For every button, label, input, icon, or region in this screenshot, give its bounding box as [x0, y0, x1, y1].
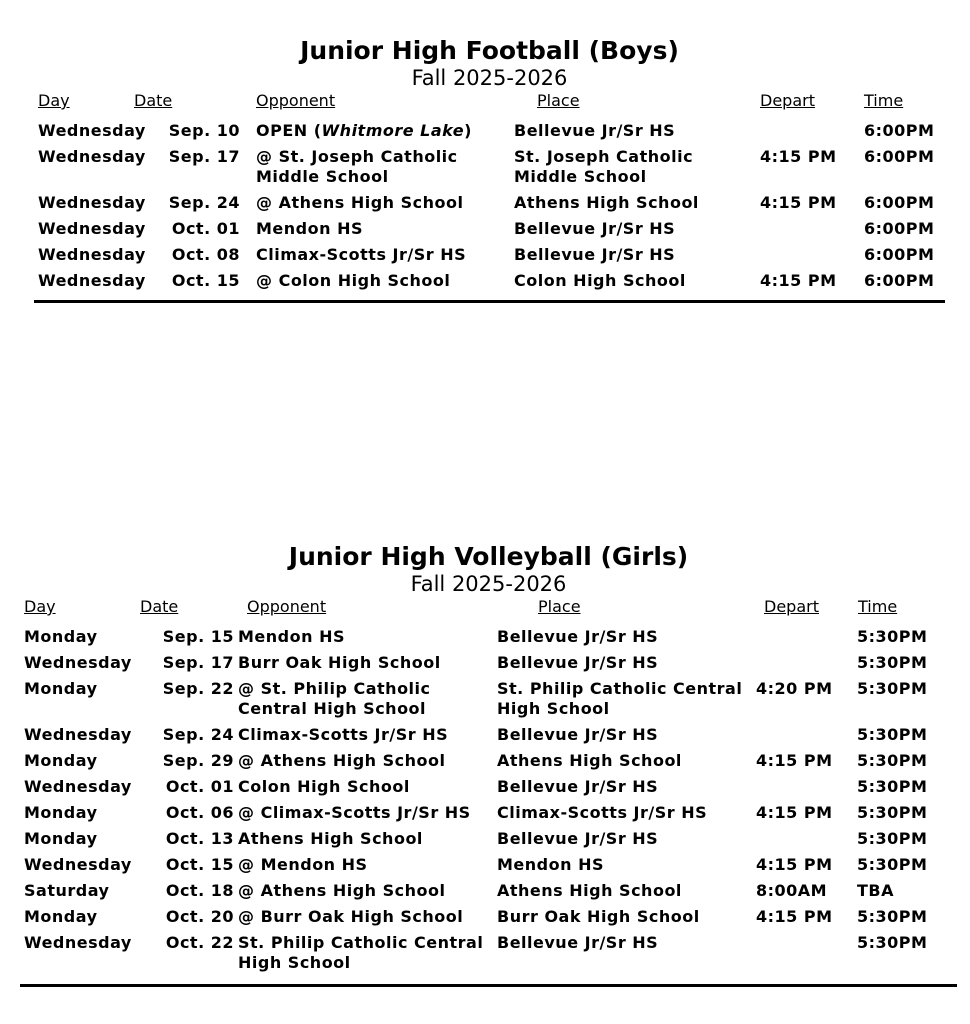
cell-time: 6:00PM — [864, 121, 935, 140]
cell-day: Monday — [24, 679, 98, 698]
cell-opponent: @ Colon High School — [256, 271, 451, 290]
cell-depart: 4:15 PM — [756, 855, 833, 874]
opponent-prefix: OPEN ( — [256, 121, 322, 140]
cell-time: 6:00PM — [864, 193, 935, 212]
cell-time: 5:30PM — [857, 725, 928, 744]
cell-time: 5:30PM — [857, 803, 928, 822]
table-row — [20, 878, 957, 904]
table-row — [34, 242, 945, 268]
cell-date: Oct. 08 — [171, 245, 240, 264]
table-row — [20, 930, 957, 976]
volleyball-schedule — [20, 542, 957, 987]
cell-depart — [757, 216, 847, 242]
table-row — [34, 216, 945, 242]
cell-depart: 4:20 PM — [756, 679, 833, 698]
cell-opponent: @ Mendon HS — [238, 855, 368, 874]
cell-date: Oct. 01 — [171, 219, 240, 238]
table-row — [34, 118, 945, 144]
football-bottom-rule — [34, 300, 945, 303]
cell-depart: 4:15 PM — [756, 907, 833, 926]
cell-opponent: Athens High School — [238, 829, 423, 848]
cell-time: 6:00PM — [864, 219, 935, 238]
cell-date: Oct. 15 — [165, 855, 234, 874]
cell-day: Monday — [24, 907, 98, 926]
cell-opponent: @ Athens High School — [256, 193, 464, 212]
cell-day: Wednesday — [24, 933, 132, 952]
cell-depart: 4:15 PM — [760, 271, 837, 290]
cell-date: Sep. 17 — [162, 653, 234, 672]
cell-time: 6:00PM — [864, 271, 935, 290]
cell-place: Bellevue Jr/Sr HS — [497, 829, 659, 848]
cell-place: Colon High School — [514, 271, 686, 290]
cell-place: Bellevue Jr/Sr HS — [497, 777, 659, 796]
cell-time: TBA — [857, 881, 894, 900]
cell-date: Oct. 18 — [165, 881, 234, 900]
cell-date: Oct. 13 — [165, 829, 234, 848]
cell-date: Oct. 22 — [165, 933, 234, 952]
cell-depart — [756, 930, 857, 976]
volleyball-table — [20, 596, 957, 976]
cell-depart — [756, 624, 857, 650]
cell-depart: 4:15 PM — [756, 803, 833, 822]
cell-depart: 4:15 PM — [760, 147, 837, 166]
cell-place: St. Philip Catholic Central High School — [497, 679, 743, 718]
cell-time: 5:30PM — [857, 679, 928, 698]
cell-day: Monday — [24, 829, 98, 848]
cell-opponent: @ St. Philip Catholic Central High School — [238, 679, 431, 718]
volleyball-header-row — [20, 596, 957, 624]
cell-opponent: @ Climax-Scotts Jr/Sr HS — [238, 803, 471, 822]
header-date: Date — [134, 91, 173, 110]
cell-place: Bellevue Jr/Sr HS — [497, 653, 659, 672]
cell-day: Wednesday — [24, 653, 132, 672]
cell-time: 5:30PM — [857, 751, 928, 770]
cell-place: Burr Oak High School — [497, 907, 700, 926]
table-row — [20, 650, 957, 676]
cell-day: Saturday — [24, 881, 110, 900]
cell-date: Sep. 10 — [168, 121, 240, 140]
cell-depart: 4:15 PM — [756, 751, 833, 770]
cell-day: Wednesday — [38, 245, 146, 264]
table-row — [20, 676, 957, 722]
volleyball-bottom-rule — [20, 984, 957, 987]
cell-place: St. Joseph Catholic Middle School — [514, 147, 694, 186]
header-time: Time — [864, 91, 904, 110]
table-row — [20, 624, 957, 650]
cell-day: Wednesday — [24, 855, 132, 874]
cell-opponent: @ Athens High School — [238, 751, 446, 770]
cell-time: 5:30PM — [857, 653, 928, 672]
table-row — [20, 800, 957, 826]
header-opponent: Opponent — [256, 91, 336, 110]
cell-day: Wednesday — [38, 219, 146, 238]
cell-date: Sep. 24 — [162, 725, 234, 744]
cell-place: Bellevue Jr/Sr HS — [497, 933, 659, 952]
cell-place: Climax-Scotts Jr/Sr HS — [497, 803, 708, 822]
cell-place: Bellevue Jr/Sr HS — [514, 219, 676, 238]
cell-opponent: St. Philip Catholic Central High School — [238, 933, 484, 972]
cell-time: 5:30PM — [857, 855, 928, 874]
cell-opponent: Mendon HS — [256, 219, 363, 238]
header-opponent: Opponent — [247, 597, 327, 616]
cell-day: Wednesday — [38, 147, 146, 166]
cell-date: Sep. 15 — [162, 627, 234, 646]
cell-depart — [756, 826, 857, 852]
cell-opponent: Mendon HS — [238, 627, 345, 646]
table-row — [34, 144, 945, 190]
table-row — [20, 722, 957, 748]
cell-opponent: Climax-Scotts Jr/Sr HS — [256, 245, 467, 264]
header-depart: Depart — [760, 91, 815, 110]
cell-place: Bellevue Jr/Sr HS — [514, 245, 676, 264]
opponent-italic: Whitmore Lake — [321, 121, 465, 140]
opponent-suffix: ) — [464, 121, 472, 140]
cell-depart — [756, 774, 857, 800]
football-subtitle: Fall 2025-2026 — [411, 66, 568, 90]
cell-date: Oct. 20 — [165, 907, 234, 926]
cell-place: Athens High School — [514, 193, 699, 212]
cell-opponent — [246, 118, 504, 144]
cell-day: Monday — [24, 803, 98, 822]
cell-time: 6:00PM — [864, 245, 935, 264]
cell-date: Sep. 29 — [162, 751, 234, 770]
football-table — [34, 90, 945, 294]
table-row — [20, 774, 957, 800]
cell-time: 5:30PM — [857, 777, 928, 796]
cell-place: Mendon HS — [497, 855, 604, 874]
table-row — [20, 826, 957, 852]
cell-depart: 4:15 PM — [760, 193, 837, 212]
table-row — [20, 904, 957, 930]
cell-opponent: Climax-Scotts Jr/Sr HS — [238, 725, 449, 744]
cell-time: 5:30PM — [857, 627, 928, 646]
cell-depart — [757, 118, 847, 144]
cell-day: Wednesday — [38, 271, 146, 290]
table-row — [20, 748, 957, 774]
cell-date: Oct. 06 — [165, 803, 234, 822]
cell-place: Bellevue Jr/Sr HS — [514, 121, 676, 140]
cell-opponent: Colon High School — [238, 777, 410, 796]
cell-date: Oct. 15 — [171, 271, 240, 290]
header-depart: Depart — [764, 597, 819, 616]
cell-day: Wednesday — [24, 725, 132, 744]
cell-depart — [756, 722, 857, 748]
header-place: Place — [537, 91, 580, 110]
table-row — [34, 268, 945, 294]
cell-depart — [756, 650, 857, 676]
volleyball-title: Junior High Volleyball (Girls) — [288, 542, 689, 571]
cell-time: 5:30PM — [857, 933, 928, 952]
header-day: Day — [24, 597, 56, 616]
table-row — [20, 852, 957, 878]
volleyball-subtitle: Fall 2025-2026 — [410, 572, 567, 596]
cell-opponent: Burr Oak High School — [238, 653, 441, 672]
cell-time: 5:30PM — [857, 907, 928, 926]
header-day: Day — [38, 91, 70, 110]
cell-date: Sep. 22 — [162, 679, 234, 698]
cell-date: Oct. 01 — [165, 777, 234, 796]
cell-place: Athens High School — [497, 751, 682, 770]
cell-opponent: @ St. Joseph Catholic Middle School — [256, 147, 458, 186]
cell-day: Wednesday — [38, 121, 146, 140]
cell-day: Monday — [24, 627, 98, 646]
cell-opponent: @ Burr Oak High School — [238, 907, 464, 926]
cell-depart: 8:00AM — [756, 881, 828, 900]
table-row — [34, 190, 945, 216]
header-time: Time — [858, 597, 898, 616]
cell-date: Sep. 17 — [168, 147, 240, 166]
cell-place: Bellevue Jr/Sr HS — [497, 627, 659, 646]
football-title: Junior High Football (Boys) — [300, 36, 679, 65]
cell-day: Wednesday — [38, 193, 146, 212]
header-place: Place — [538, 597, 581, 616]
cell-day: Monday — [24, 751, 98, 770]
cell-day: Wednesday — [24, 777, 132, 796]
football-schedule — [34, 36, 945, 303]
cell-depart — [757, 242, 847, 268]
football-header-row — [34, 90, 945, 118]
cell-place: Athens High School — [497, 881, 682, 900]
cell-opponent: @ Athens High School — [238, 881, 446, 900]
cell-time: 6:00PM — [864, 147, 935, 166]
cell-time: 5:30PM — [857, 829, 928, 848]
header-date: Date — [140, 597, 179, 616]
cell-place: Bellevue Jr/Sr HS — [497, 725, 659, 744]
cell-date: Sep. 24 — [168, 193, 240, 212]
